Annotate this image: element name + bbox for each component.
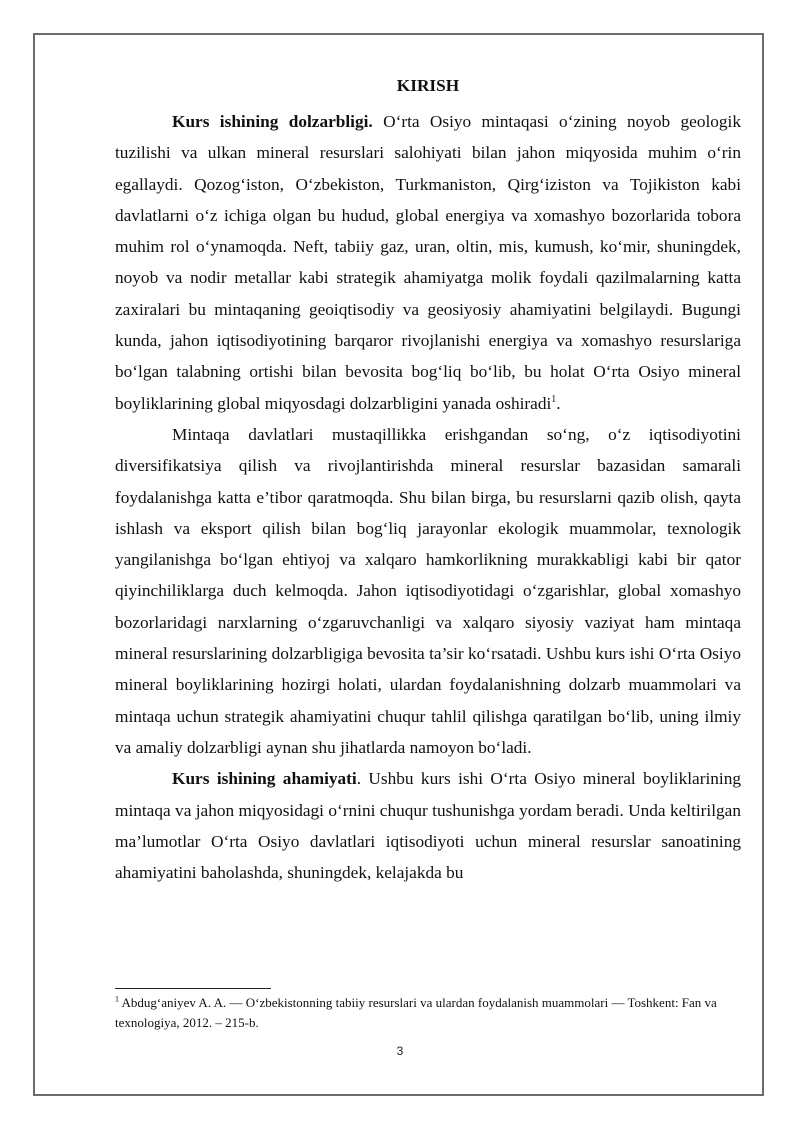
page-content: [115, 66, 741, 888]
paragraph-heading-significance: Kurs ishining ahamiyati: [172, 769, 357, 789]
footnote-separator: [115, 988, 271, 989]
paragraph-relevance: [115, 106, 741, 419]
paragraph-text-end: .: [556, 393, 561, 413]
footnote-reference[interactable]: 1: [551, 393, 557, 405]
paragraph-significance: [115, 763, 741, 888]
footnote: [115, 993, 741, 1033]
section-title: KIRISH: [396, 76, 460, 95]
footnote-text: Abdug‘aniyev A. A. — O‘zbekistonning tabiiy resurslari va ulardan foydalanish muammolari — Toshkent: Fan va texnologiya, 2012. – 215-b.: [115, 995, 717, 1030]
paragraph-context: [115, 419, 741, 763]
footnote-number: 1: [115, 994, 119, 1004]
paragraph-text: . Ushbu kurs ishi O‘rta Osiyo mineral boyliklarining mintaqa va jahon miqyosidagi o‘rnini chuqur tushunishga yordam beradi. Unda keltirilgan ma’lumotlar O‘rta Osiyo davlatlari iqtisodiyoti uchun mineral resurslar sanoatining ahamiyatini baholashda, shuningdek, kelajakda bu: [115, 769, 741, 883]
paragraph-text: Mintaqa davlatlari mustaqillikka erishgandan so‘ng, o‘z iqtisodiyotini diversifikatsiya qilish va rivojlantirishda mineral resurslar bazasidan samarali foydalanishga katta e’tibor qaratmoqda. Shu bilan birga, bu resurslarni qazib olish, qayta ishlash va eksport qilish bilan bog‘liq jarayonlar ekologik muammolar, texnologik yangilanishga bo‘lgan ehtiyoj va xalqaro hamkorlikning murakkabligi kabi bir qator qiyinchiliklarga duch kelmoqda. Jahon iqtisodiyotidagi o‘zgarishlar, global xomashyo bozorlaridagi narxlarning o‘zgaruvchanligi va xalqaro siyosiy vaziyat ham mintaqa mineral resurslarining dolzarbligiga bevosita ta’sir ko‘rsatadi. Ushbu kurs ishi O‘rta Osiyo mineral boyliklarining hozirgi holati, ulardan foydalanishning dolzarb muammolari va mintaqa uchun strategik ahamiyatini chuqur tahlil qilishga qaratilgan bo‘lib, uning ilmiy va amaliy dolzarbligi aynan shu jihatlarda namoyon bo‘ladi.: [115, 424, 741, 757]
paragraph-text: O‘rta Osiyo mintaqasi o‘zining noyob geologik tuzilishi va ulkan mineral resurslari salohiyati bilan jahon miqyosida muhim o‘rin egallaydi. Qozog‘iston, O‘zbekiston, Turkmaniston, Qirg‘iziston va Tojikiston kabi davlatlarni o‘z ichiga olgan bu hudud, global energiya va xomashyo bozorlarida tobora muhim rol o‘ynamoqda. Neft, tabiiy gaz, uran, oltin, mis, kumush, ko‘mir, shuningdek, noyob va nodir metallar kabi strategik ahamiyatga molik foydali qazilmalarning katta zaxiralari bu mintaqaning geoiqtisodiy va geosiyosiy ahamiyatini belgilaydi. Bugungi kunda, jahon iqtisodiyotining barqaror rivojlanishi energiya va xomashyo resurslariga bo‘lgan talabning ortishi bilan bevosita bog‘liq bo‘lib, bu holat O‘rta Osiyo mineral boyliklarining global miqyosdagi dolzarbligini yanada oshiradi: [115, 112, 741, 413]
page-number: 3: [396, 1044, 404, 1058]
paragraph-heading-relevance: Kurs ishining dolzarbligi.: [172, 112, 373, 131]
